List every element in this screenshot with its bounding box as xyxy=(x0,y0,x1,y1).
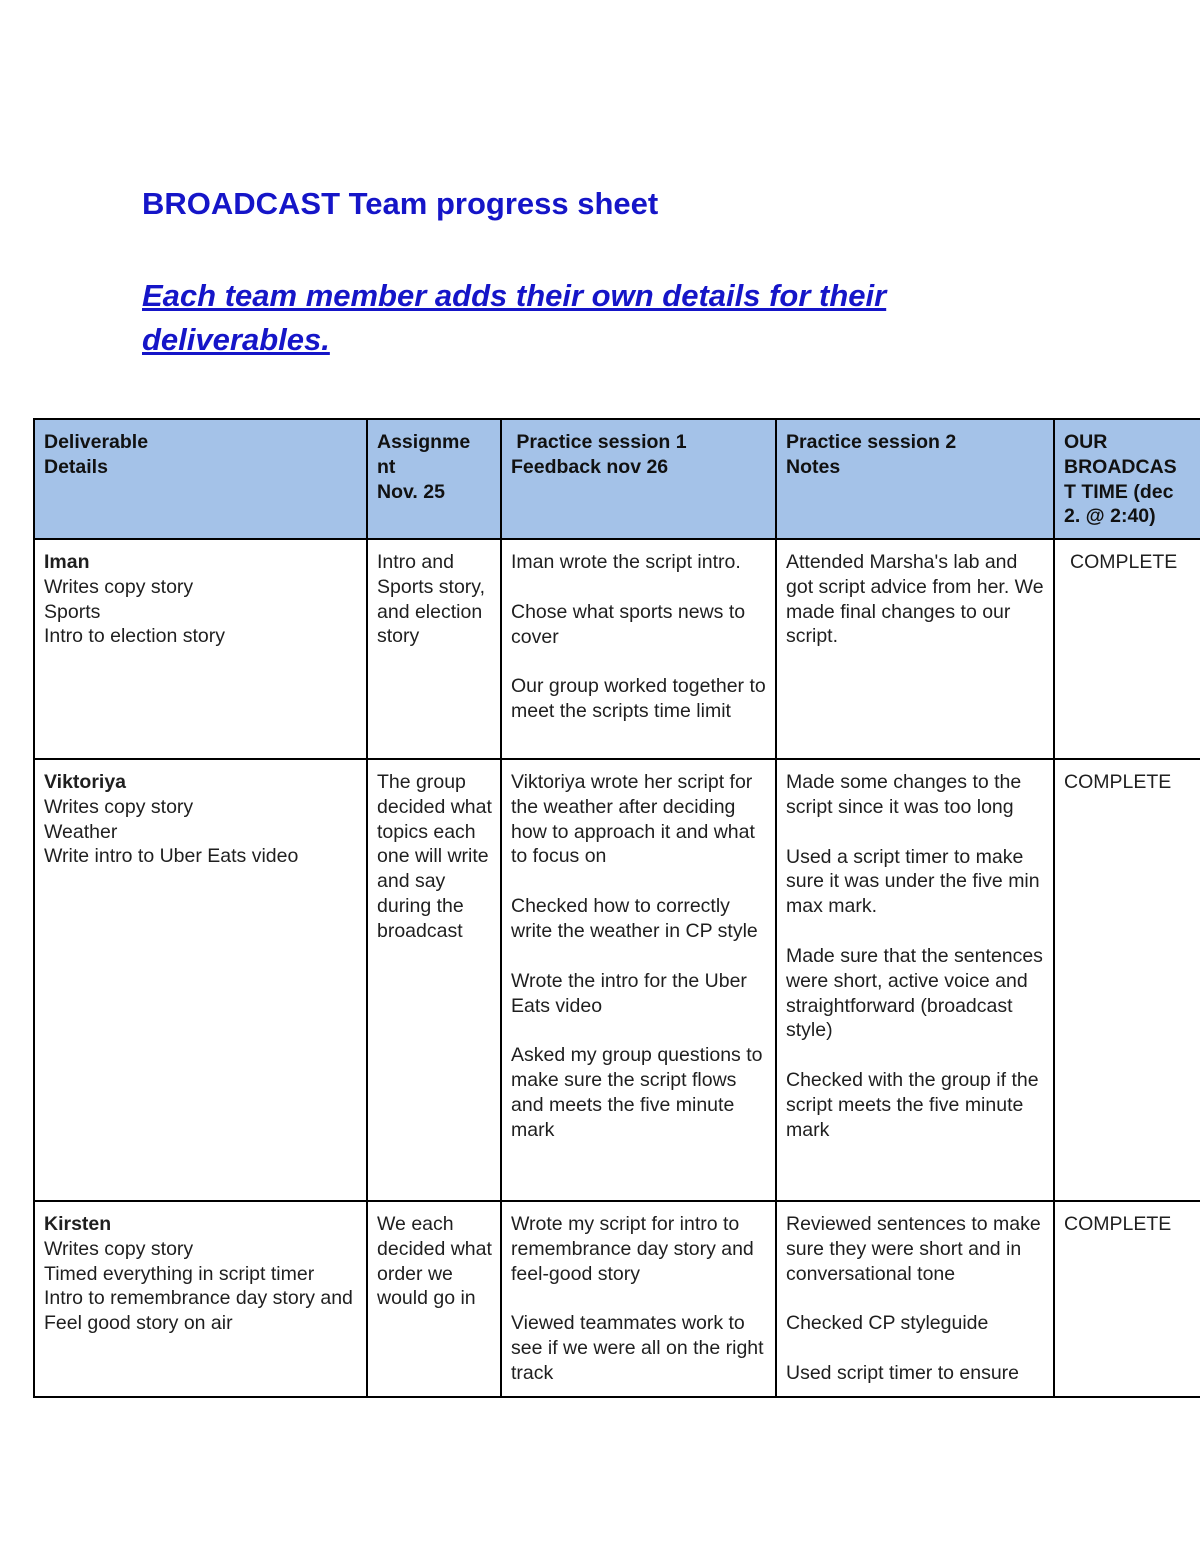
table-row xyxy=(34,759,1200,1201)
practice2-note: Checked CP styleguide xyxy=(786,1312,989,1335)
detail-line: Writes copy story xyxy=(44,795,194,818)
practice1-note: Wrote the intro for the Uber Eats video xyxy=(511,969,747,1017)
header-line: Deliverable xyxy=(44,431,149,453)
status-cell xyxy=(1054,759,1200,1201)
practice1-cell xyxy=(501,539,776,759)
practice1-note: Checked how to correctly write the weather in CP style xyxy=(511,895,758,942)
header-line: Feedback nov 26 xyxy=(511,455,669,478)
practice2-cell xyxy=(776,759,1054,1201)
practice1-note: Our group worked together to meet the scripts time limit xyxy=(511,675,766,723)
member-name: Viktoriya xyxy=(44,771,127,793)
subtitle-line: deliverables. xyxy=(142,322,330,357)
header-line: OUR xyxy=(1064,431,1108,453)
deliverable-cell xyxy=(34,539,367,759)
header-line: nt xyxy=(377,455,396,478)
assignment-cell xyxy=(367,539,501,759)
detail-line: Writes copy story xyxy=(44,1237,194,1260)
detail-line: Intro to remembrance day story and Feel good story on air xyxy=(44,1287,353,1335)
practice2-note: Made some changes to the script since it was too long xyxy=(786,771,1022,818)
practice2-note: Made sure that the sentences were short, active voice and straightforward (broadcast style) xyxy=(786,944,1043,1042)
header-line: T TIME (dec xyxy=(1064,480,1174,503)
document-title: BROADCAST Team progress sheet xyxy=(142,186,659,221)
header-line: Nov. 25 xyxy=(377,480,445,503)
status-cell xyxy=(1054,539,1200,759)
assignment-cell xyxy=(367,1201,501,1397)
detail-line: Intro to election story xyxy=(44,625,226,648)
practice1-cell xyxy=(501,1201,776,1397)
status-badge: COMPLETE xyxy=(1070,551,1178,573)
header-line: BROADCAS xyxy=(1064,455,1177,478)
practice1-note: Viktoriya wrote her script for the weather after deciding how to approach it and what to focus on xyxy=(511,771,755,868)
detail-line: Sports xyxy=(44,600,101,623)
practice2-note: Used script timer to ensure xyxy=(786,1362,1020,1385)
header-line: Practice session 1 xyxy=(511,431,687,453)
detail-line: Weather xyxy=(44,820,118,843)
practice2-cell xyxy=(776,539,1054,759)
practice1-cell xyxy=(501,759,776,1201)
practice2-note: Used a script timer to make sure it was under the five min max mark. xyxy=(786,845,1040,918)
practice1-note: Chose what sports news to cover xyxy=(511,600,746,648)
subtitle-line: Each team member adds their own details for their xyxy=(142,278,887,313)
header-row xyxy=(34,419,1200,539)
member-name: Iman xyxy=(44,551,90,573)
status-cell xyxy=(1054,1201,1200,1397)
header-practice-session-2 xyxy=(776,419,1054,539)
header-practice-session-1 xyxy=(501,419,776,539)
practice2-note: Attended Marsha's lab and got script advice from her. We made final changes to our script. xyxy=(786,551,1044,648)
detail-line: Timed everything in script timer xyxy=(44,1262,315,1285)
progress-table xyxy=(33,418,1200,1398)
deliverable-cell xyxy=(34,1201,367,1397)
header-line: 2. @ 2:40) xyxy=(1064,505,1156,528)
practice1-note: Iman wrote the script intro. xyxy=(511,551,741,573)
header-broadcast-time xyxy=(1054,419,1200,539)
assignment-text: Intro and Sports story, and election story xyxy=(377,551,486,648)
document-subtitle xyxy=(142,274,982,362)
practice2-cell xyxy=(776,1201,1054,1397)
assignment-text: We each decided what order we would go in xyxy=(377,1213,492,1310)
header-line: Assignme xyxy=(377,431,471,453)
status-badge: COMPLETE xyxy=(1064,1213,1172,1235)
table-row xyxy=(34,1201,1200,1397)
detail-line: Writes copy story xyxy=(44,575,194,598)
status-badge: COMPLETE xyxy=(1064,771,1172,793)
assignment-cell xyxy=(367,759,501,1201)
deliverable-cell xyxy=(34,759,367,1201)
header-line: Details xyxy=(44,455,108,478)
practice1-note: Viewed teammates work to see if we were all on the right track xyxy=(511,1312,764,1384)
practice1-note: Wrote my script for intro to remembrance day story and feel-good story xyxy=(511,1213,754,1285)
header-assignment xyxy=(367,419,501,539)
member-name: Kirsten xyxy=(44,1213,112,1235)
assignment-text: The group decided what topics each one will write and say during the broadcast xyxy=(377,771,492,942)
practice2-note: Reviewed sentences to make sure they were short and in conversational tone xyxy=(786,1213,1041,1285)
table-row xyxy=(34,539,1200,759)
practice1-note: Asked my group questions to make sure the script flows and meets the five minute mark xyxy=(511,1044,763,1141)
header-line: Notes xyxy=(786,455,841,478)
detail-line: Write intro to Uber Eats video xyxy=(44,845,299,868)
header-deliverable-details xyxy=(34,419,367,539)
practice2-note: Checked with the group if the script meets the five minute mark xyxy=(786,1069,1039,1141)
header-line: Practice session 2 xyxy=(786,431,957,453)
